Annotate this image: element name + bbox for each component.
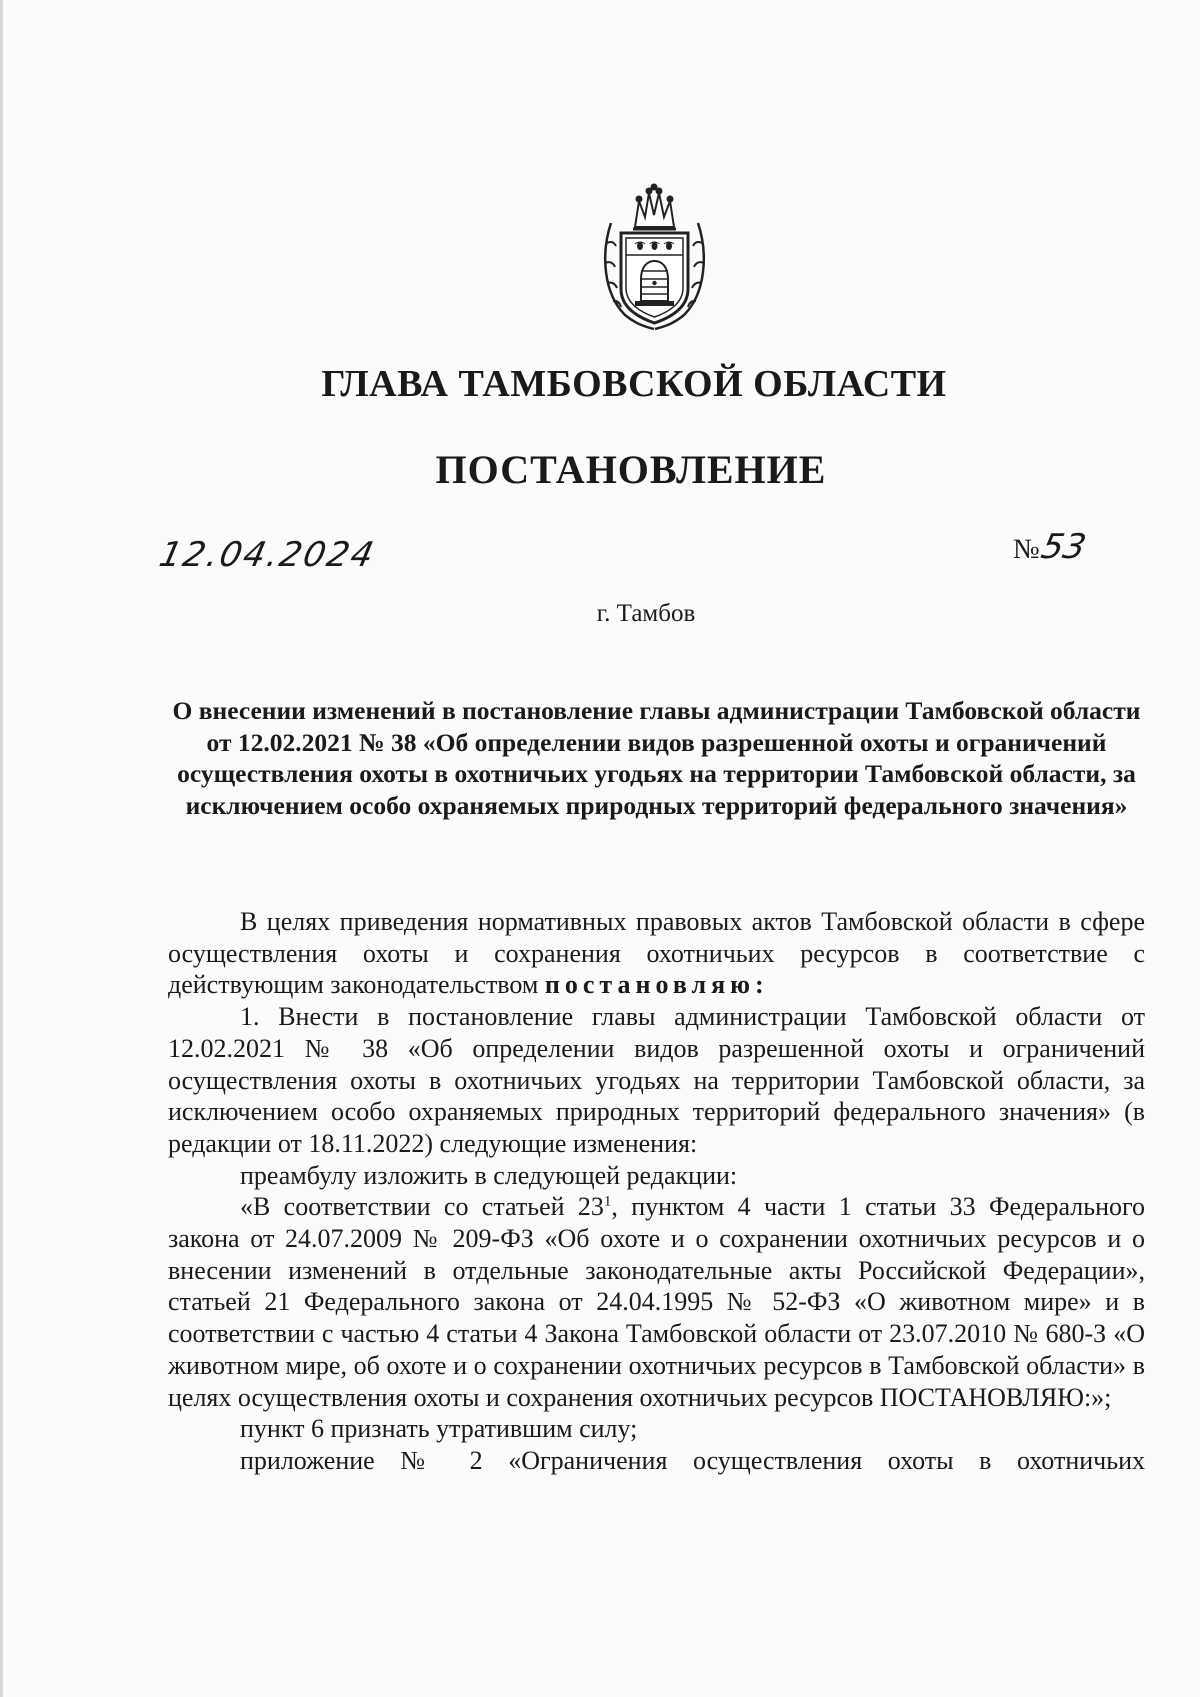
paragraph-new-preamble [168,1191,1145,1413]
tambov-coat-of-arms-icon [597,183,712,333]
paragraph-annex-2: приложение № 2 «Ограничения осуществления охоты в охотничьих [240,1445,1145,1475]
paragraph-item-6-repeal: пункт 6 признать утратившим силу; [240,1414,638,1444]
document-date: 12.04.2024 [155,535,379,575]
document-title: О внесении изменений в постановление главы администрации Тамбовской области от 12.02.2021 № 38 «Об определении видов разрешенной охоты и ограничений осуществления охоты в охотничьих угодьях на территории Тамбовской области, за исключением особо охраняемых природных территорий федерального значения» [172,696,1141,820]
new-preamble-start: «В соответствии со статьей 23 [240,1192,604,1222]
new-preamble-rest: , пунктом 4 части 1 статьи 33 Федерального закона от 24.07.2009 № 209-ФЗ «Об охоте и о сохранении охотничьих ресурсов и о внесении изменений в отдельные законодательные акты Российской Федерации», статьей 21 Федерального закона от 24.04.1995 № 52-ФЗ «О животном мире» и в соответствии с частью 4 статьи 4 Закона Тамбовской области от 23.07.2010 № 680-З «О животном мире, об охоте и о сохранении охотничьих ресурсов в Тамбовской области» в целях осуществления охоты и сохранения охотничьих ресурсов ПОСТАНОВЛЯЮ:»; [168,1192,1145,1412]
document-body [168,906,1145,1477]
resolve-keyword: постановляю: [544,970,769,1000]
document-number [1013,527,1090,567]
scan-edge [0,0,3,1697]
paragraph-preamble-change: преамбулу изложить в следующей редакции: [240,1160,738,1190]
number-sign: № [1013,534,1040,565]
paragraph-preamble-text: В целях приведения нормативных правовых актов Тамбовской области в сфере осуществления охоты и сохранения охотничьих ресурсов в соответствие с действующим законодательством [168,907,1145,1000]
superscript-index: 1 [603,1193,612,1210]
issuing-authority: ГЛАВА ТАМБОВСКОЙ ОБЛАСТИ [321,363,947,405]
paragraph-item-1: 1. Внести в постановление главы администрации Тамбовской области от 12.02.2021 № 38 «Об определении видов разрешенной охоты и ограничений осуществления охоты в охотничьих угодьях на территории Тамбовской области, за исключением особо охраняемых природных территорий федерального значения» (в редакции от 18.11.2022) следующие изменения: [168,1002,1145,1158]
document-city: г. Тамбов [596,600,696,627]
number-value: 53 [1037,527,1090,567]
document-type-heading: ПОСТАНОВЛЕНИЕ [435,447,827,492]
paragraph-preamble [168,906,1145,1001]
